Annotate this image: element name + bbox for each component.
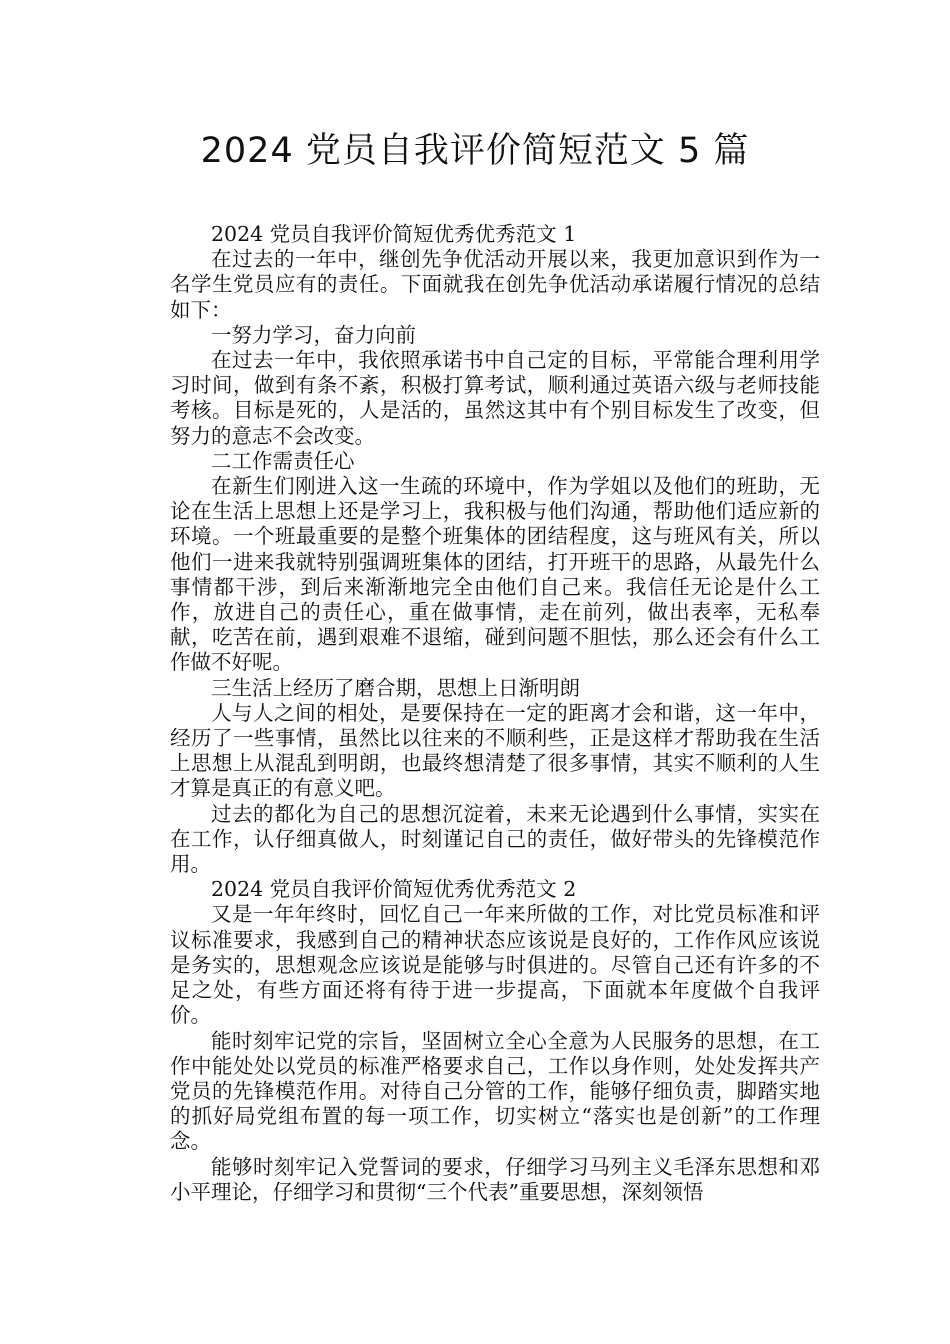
section-heading: 2024 党员自我评价简短优秀优秀范文 2: [211, 877, 577, 902]
paragraph: 在过去一年中，我依照承诺书中自己定的目标，平常能合理利用学习时间，做到有条不紊，积极打算考试，顺利通过英语六级与老师技能考核。目标是死的，人是活的，虽然这其中有个别目标发生了改变，但努力的意志不会改变。: [170, 348, 820, 448]
document-title: 2024 党员自我评价简短范文 5 篇: [200, 131, 750, 171]
subheading: 三生活上经历了磨合期，思想上日渐明朗: [211, 675, 580, 700]
paragraph: 在过去的一年中，继创先争优活动开展以来，我更加意识到作为一名学生党员应有的责任。下面就我在创先争优活动承诺履行情况的总结如下：: [170, 247, 820, 322]
paragraph: 在新生们刚进入这一生疏的环境中，作为学姐以及他们的班助，无论在生活上思想上还是学习上，我积极与他们沟通，帮助他们适应新的环境。一个班最重要的是整个班集体的团结程度，这与班风有关，所以他们一进来我就特别强调班集体的团结，打开班干的思路，从最先什么事情都干涉，到后来渐渐地完全由他们自己来。我信任无论是什么工作，放进自己的责任心，重在做事情，走在前列，做出表率，无私奉献，吃苦在前，遇到艰难不退缩，碰到问题不胆怯，那么还会有什么工作做不好呢。: [170, 474, 820, 675]
section-heading: 2024 党员自我评价简短优秀优秀范文 1: [211, 222, 577, 246]
paragraph: 人与人之间的相处，是要保持在一定的距离才会和谐，这一年中，经历了一些事情，虽然比以往来的不顺利些，正是这样才帮助我在生活上思想上从混乱到明朗，也最终想清楚了很多事情，其实不顺利的人生才算是真正的有意义吧。: [170, 700, 820, 801]
document-body: [170, 222, 820, 1205]
paragraph: 能够时刻牢记入党誓词的要求，仔细学习马列主义毛泽东思想和邓小平理论，仔细学习和贯彻“三个代表”重要思想，深刻领悟: [170, 1154, 820, 1204]
paragraph: 能时刻牢记党的宗旨，坚固树立全心全意为人民服务的思想，在工作中能处处以党员的标准严格要求自己，工作以身作则，处处发挥共产党员的先锋模范作用。对待自己分管的工作，能够仔细负责，脚踏实地的抓好局党组布置的每一项工作，切实树立“落实也是创新”的工作理念。: [170, 1028, 820, 1154]
paragraph: 过去的都化为自己的思想沉淀着，未来无论遇到什么事情，实实在在工作，认仔细真做人，时刻谨记自己的责任，做好带头的先锋模范作用。: [170, 801, 820, 877]
subheading: 一努力学习，奋力向前: [211, 322, 416, 347]
paragraph: 又是一年年终时，回忆自己一年来所做的工作，对比党员标准和评议标准要求，我感到自己的精神状态应该说是良好的，工作作风应该说是务实的，思想观念应该说是能够与时俱进的。尽管自己还有许多的不足之处，有些方面还将有待于进一步提高，下面就本年度做个自我评价。: [170, 902, 820, 1028]
subheading: 二工作需责任心: [211, 448, 355, 473]
